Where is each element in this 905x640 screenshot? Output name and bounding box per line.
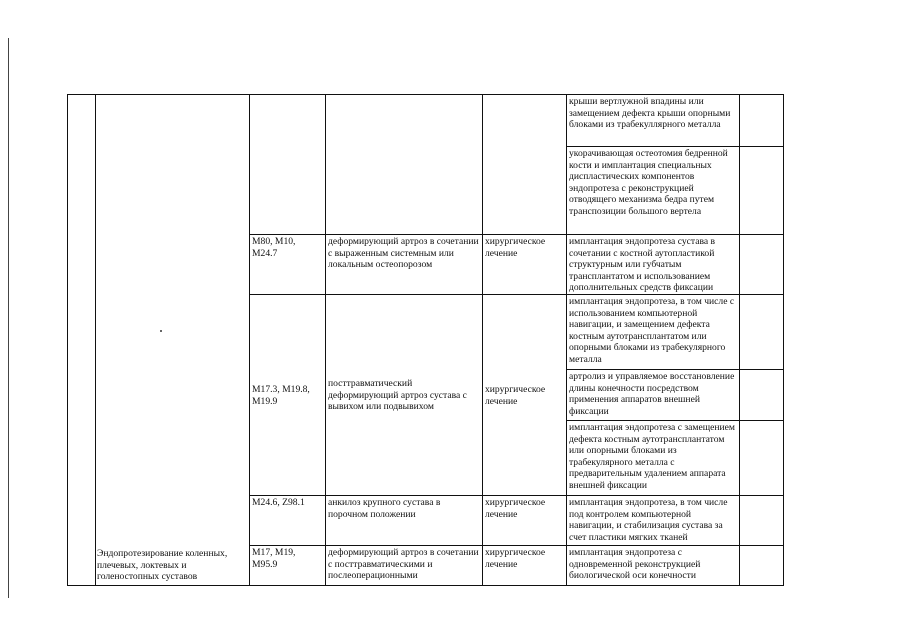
codes-cell: M80, M10, M24.7 — [250, 235, 326, 295]
treatment-cell: хирургическое лечение — [483, 496, 567, 546]
treatment-cell: хирургическое лечение — [483, 295, 567, 496]
page-edge-line — [8, 38, 9, 598]
table-row — [68, 95, 784, 147]
extra-cell — [740, 95, 784, 147]
index-cell — [68, 95, 96, 586]
extra-cell — [740, 546, 784, 586]
method-cell: имплантация эндопротеза с замещением дефекта костным аутотрансплантатом или опорными блоками из трабекулярного металла с предварительным удалением аппарата внешней фиксации — [567, 421, 740, 496]
extra-cell — [740, 370, 784, 421]
codes-cell — [250, 95, 326, 235]
codes-cell: M24.6, Z98.1 — [250, 496, 326, 546]
extra-cell — [740, 421, 784, 496]
name-cell — [96, 95, 250, 586]
model-cell: анкилоз крупного сустава в порочном положении — [326, 496, 483, 546]
method-cell: артролиз и управляемое восстановление длины конечности посредством применения аппаратов внешней фиксации — [567, 370, 740, 421]
treatment-cell — [483, 95, 567, 235]
extra-cell — [740, 235, 784, 295]
extra-cell — [740, 295, 784, 370]
extra-cell — [740, 147, 784, 235]
extra-cell — [740, 496, 784, 546]
treatment-cell: хирургическое лечение — [483, 235, 567, 295]
codes-cell: M17.3, M19.8, M19.9 — [250, 295, 326, 496]
codes-cell: M17, M19, M95.9 — [250, 546, 326, 586]
model-cell: деформирующий артроз в сочетании с посттравматическими и послеоперационными — [326, 546, 483, 586]
model-cell: деформирующий артроз в сочетании с выраженным системным или локальным остеопорозом — [326, 235, 483, 295]
method-cell: укорачивающая остеотомия бедренной кости и имплантация специальных диспластических компонентов эндопротеза с реконструкцией отводящего механизма бедра путем транспозиции большого вертела — [567, 147, 740, 235]
procedure-name: Эндопротезирование коленных, плечевых, локтевых и голеностопных суставов — [97, 548, 228, 583]
model-cell: посттравматический деформирующий артроз сустава с вывихом или подвывихом — [326, 295, 483, 496]
model-cell — [326, 95, 483, 235]
method-cell: имплантация эндопротеза сустава в сочетании с костной аутопластикой структурным или губчатым трансплантатом и использованием дополнительных средств фиксации — [567, 235, 740, 295]
method-cell: крыши вертлужной впадины или замещением дефекта крыши опорными блоками из трабекуллярного металла — [567, 95, 740, 147]
method-cell: имплантация эндопротеза, в том числе под контролем компьютерной навигации, и стабилизация сустава за счет пластики мягких тканей — [567, 496, 740, 546]
method-cell: имплантация эндопротеза, в том числе с использованием компьютерной навигации, и замещением дефекта костным аутотрансплантатом или опорными блоками из трабекулярного металла — [567, 295, 740, 370]
method-cell: имплантация эндопротеза с одновременной реконструкцией биологической оси конечности — [567, 546, 740, 586]
treatment-table — [67, 94, 784, 586]
treatment-cell: хирургическое лечение — [483, 546, 567, 586]
